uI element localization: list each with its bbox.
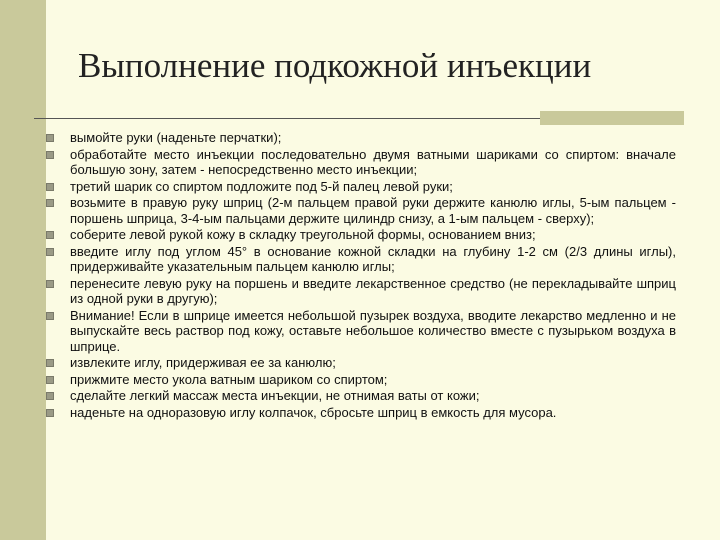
list-item-text: соберите левой рукой кожу в складку треугольной формы, основанием вниз; xyxy=(70,227,536,242)
bullet-icon xyxy=(46,183,54,191)
list-item-text: вымойте руки (наденьте перчатки); xyxy=(70,130,282,145)
list-item-text: третий шарик со спиртом подложите под 5-й палец левой руки; xyxy=(70,178,453,194)
list-item-text: сделайте легкий массаж места инъекции, не отнимая ваты от кожи; xyxy=(70,388,480,403)
list-item xyxy=(46,372,676,388)
bullet-icon xyxy=(46,231,54,239)
list-item xyxy=(46,244,676,275)
list-item xyxy=(46,227,676,243)
bullet-icon xyxy=(46,312,54,320)
bullet-icon xyxy=(46,248,54,256)
list-item xyxy=(46,355,676,371)
list-item-text: прижмите место укола ватным шариком со спиртом; xyxy=(70,371,388,387)
instruction-list xyxy=(46,130,676,421)
list-item xyxy=(46,276,676,307)
list-item-text: Внимание! Если в шприце имеется небольшой пузырек воздуха, вводите лекарство медленно и не выпускайте весь раствор под кожу, оставьте небольшое количество вместе с пузырьком воздуха в шприце. xyxy=(70,307,676,354)
list-item xyxy=(46,179,676,195)
left-decorative-bar xyxy=(0,0,46,540)
list-item xyxy=(46,388,676,404)
list-item xyxy=(46,147,676,178)
bullet-icon xyxy=(46,134,54,142)
list-item xyxy=(46,405,676,421)
bullet-icon xyxy=(46,280,54,288)
list-item-text: введите иглу под углом 45° в основание кожной складки на глубину 1-2 см (2/3 длины иглы), придерживайте указательным пальцем канюлю иглы; xyxy=(70,243,676,274)
list-item-text: наденьте на одноразовую иглу колпачок, сбросьте шприц в емкость для мусора. xyxy=(70,404,557,420)
bullet-icon xyxy=(46,151,54,159)
bullet-icon xyxy=(46,199,54,207)
list-item xyxy=(46,308,676,355)
list-item-text: обработайте место инъекции последовательно двумя ватными шариками со спиртом: вначале большую зону, затем - непосредственно место инъекции; xyxy=(70,146,676,177)
list-item xyxy=(46,130,676,146)
list-item-text: извлеките иглу, придерживая ее за канюлю; xyxy=(70,355,336,370)
bullet-icon xyxy=(46,359,54,367)
bullet-icon xyxy=(46,376,54,384)
title-accent-bar xyxy=(540,111,684,125)
bullet-icon xyxy=(46,392,54,400)
list-item-text: возьмите в правую руку шприц (2-м пальцем правой руки держите канюлю иглы, 5-ым пальцем - поршень шприца, 3-4-ым пальцами держите цилиндр снизу, а 1-ым пальцем - сверху); xyxy=(70,195,676,226)
list-item-text: перенесите левую руку на поршень и введите лекарственное средство (не перекладывайте шприц из одной руки в другую); xyxy=(70,275,676,306)
slide-title: Выполнение подкожной инъекции xyxy=(78,46,592,85)
list-item xyxy=(46,195,676,226)
bullet-icon xyxy=(46,409,54,417)
